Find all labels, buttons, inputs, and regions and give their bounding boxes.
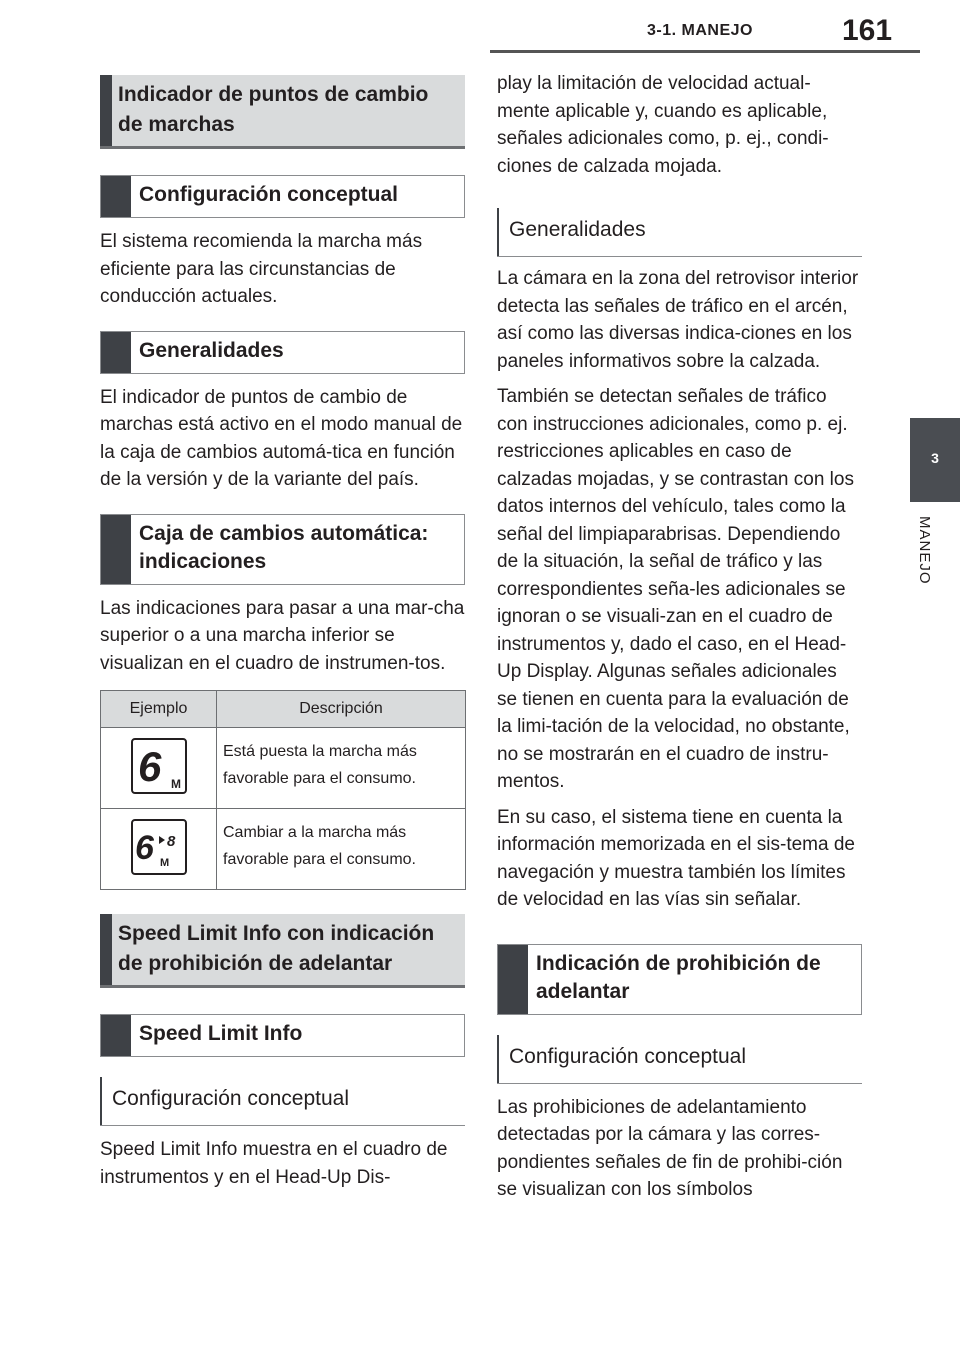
heading-concept bbox=[100, 175, 465, 218]
table-row bbox=[101, 809, 466, 890]
column-header-example: Ejemplo bbox=[101, 691, 217, 728]
gear-target: 8 bbox=[166, 832, 175, 850]
heading-text: Speed Limit Info con indicación de prohibición de adelantar bbox=[118, 922, 435, 975]
heading-text: Generalidades bbox=[139, 338, 284, 362]
heading-text: Configuración conceptual bbox=[112, 1087, 349, 1110]
gear-6-to-8-m-icon bbox=[131, 819, 187, 875]
heading-shift-indicator bbox=[100, 75, 465, 149]
paragraph-general: El indicador de puntos de cambio de marchas está activo en el modo manual de la caja de cambios automá-tica en función de la versión y de la variante del país. bbox=[100, 386, 463, 490]
heading-sli-concept bbox=[100, 1077, 465, 1126]
heading-sli bbox=[100, 1014, 465, 1057]
paragraph-signals: También se detectan señales de tráfico con instrucciones adicionales, como p. ej. restricciones aplicables en caso de calzadas mojadas, y se contrastan con los datos internos del vehículo, tales como la señal del limpiaparabrisas. Dependiendo de la situación, la señal de tráfico y las correspondientes seña-les adicionales se ignoran o se visuali-zan en el cuadro de instrumentos y, dado el caso, en el Head-Up Display. Algunas señales adicionales se tienen en cuenta para la evaluación de la limi-tación de la velocidad, no obstante, no se mostrarán en el cuadro de instru-mentos. bbox=[497, 386, 854, 792]
chapter-label: MANEJO bbox=[916, 516, 933, 585]
paragraph-navigation: En su caso, el sistema tiene en cuenta la información memorizada en el sis-tema de navegación y muestra también los límites de velocidad en las vías sin señalar. bbox=[497, 806, 855, 910]
left-column bbox=[100, 75, 465, 1191]
heading-auto-transmission bbox=[100, 514, 465, 585]
chapter-tab bbox=[910, 418, 960, 502]
heading-text: Indicación de prohibición de adelantar bbox=[536, 951, 821, 1003]
heading-text: Speed Limit Info bbox=[139, 1022, 303, 1045]
paragraph-continued: play la limitación de velocidad actual-mente aplicable y, cuando es aplicable, señales adicionales como, p. ej., condi-ciones de calzada mojada. bbox=[497, 73, 829, 177]
paragraph-concept: El sistema recomienda la marcha más eficiente para las circunstancias de conducción actuales. bbox=[100, 231, 423, 307]
row-description: Está puesta la marcha más favorable para el consumo. bbox=[217, 728, 466, 809]
page-number: 161 bbox=[842, 14, 893, 47]
gear-number: 6 bbox=[137, 742, 161, 790]
gear-mode: M bbox=[170, 776, 181, 791]
column-header-description: Descripción bbox=[217, 691, 466, 728]
chapter-number: 3 bbox=[931, 450, 939, 466]
right-column bbox=[497, 70, 862, 1204]
gear-mode: M bbox=[159, 856, 169, 869]
paragraph-concept: Las prohibiciones de adelantamiento detectadas por la cámara y las corres-pondientes señales de fin de prohibi-ción se visualizan con los símbolos bbox=[497, 1096, 843, 1200]
heading-no-overtake bbox=[497, 944, 862, 1015]
heading-text: Caja de cambios automática: indicaciones bbox=[139, 521, 429, 573]
heading-text: Generalidades bbox=[509, 218, 646, 241]
table-row bbox=[101, 728, 466, 809]
heading-sli-overtake bbox=[100, 914, 465, 988]
row-description: Cambiar a la marcha más favorable para el consumo. bbox=[217, 809, 466, 890]
heading-text: Indicador de puntos de cambio de marchas bbox=[118, 83, 429, 136]
paragraph-auto-transmission: Las indicaciones para pasar a una mar-cha superior o a una marcha inferior se visualizan en el cuadro de instrumen-tos. bbox=[100, 597, 465, 674]
heading-general bbox=[497, 208, 862, 257]
gear-6-m-icon bbox=[131, 738, 187, 794]
header-rule bbox=[490, 50, 920, 53]
heading-text: Configuración conceptual bbox=[139, 183, 399, 206]
heading-concept bbox=[497, 1035, 862, 1084]
heading-general bbox=[100, 331, 465, 374]
gear-number: 6 bbox=[134, 828, 154, 867]
section-title: 3-1. MANEJO bbox=[647, 22, 753, 39]
gear-table bbox=[100, 690, 466, 890]
heading-text: Configuración conceptual bbox=[509, 1044, 746, 1068]
paragraph-sli: Speed Limit Info muestra en el cuadro de instrumentos y en el Head-Up Dis- bbox=[100, 1139, 448, 1188]
paragraph-camera: La cámara en la zona del retrovisor interior detecta las señales de tráfico en el arcén, así como las diversas indica-ciones en los paneles informativos sobre la calzada. bbox=[497, 268, 859, 372]
